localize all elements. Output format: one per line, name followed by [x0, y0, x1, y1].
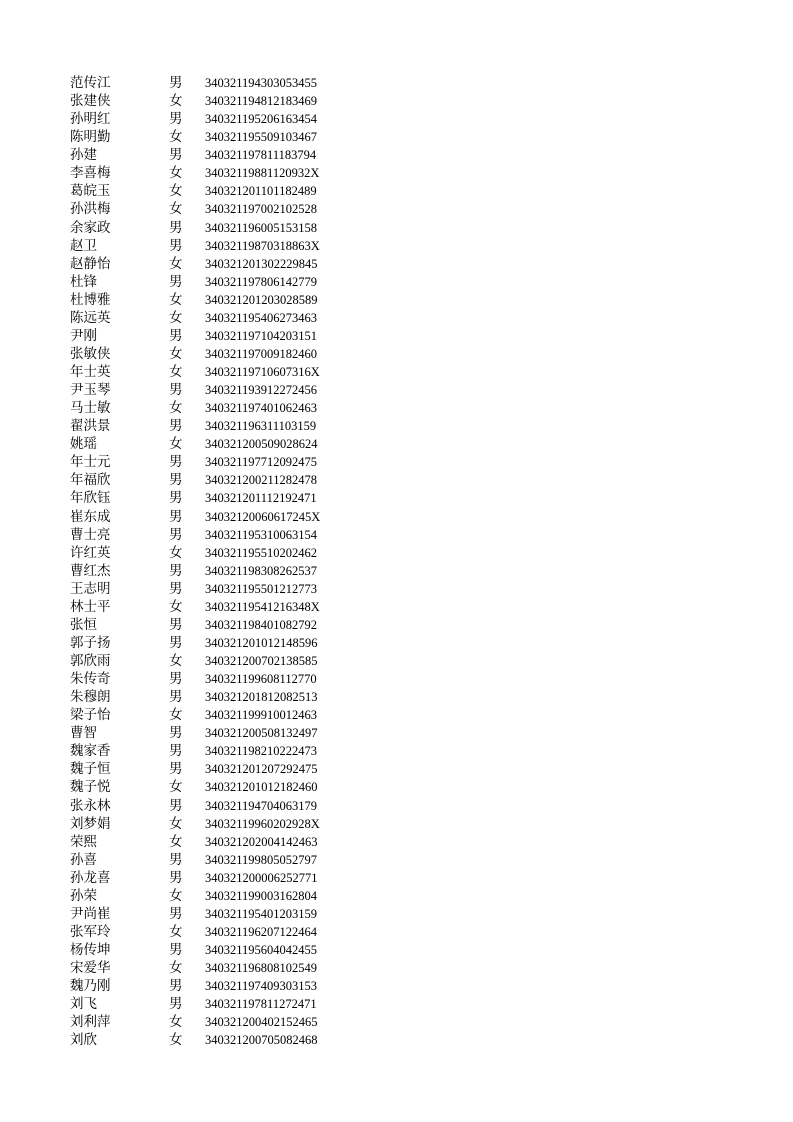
gender-cell: 男 [169, 472, 183, 489]
name-cell: 孙龙喜 [70, 869, 111, 886]
table-row [70, 255, 370, 273]
gender-cell: 女 [169, 165, 183, 182]
name-cell: 魏乃刚 [70, 978, 111, 995]
id-number-cell: 340321197811272471 [205, 997, 317, 1012]
gender-cell: 女 [169, 887, 183, 904]
gender-cell: 女 [169, 255, 183, 272]
name-cell: 尹刚 [70, 327, 97, 344]
table-row [70, 471, 370, 489]
table-row [70, 399, 370, 417]
gender-cell: 男 [169, 725, 183, 742]
id-number-cell: 340321199003162804 [205, 888, 318, 903]
id-number-cell: 340321195501212773 [205, 581, 318, 596]
id-number-cell: 340321201101182489 [205, 184, 317, 199]
name-cell: 曹红杰 [70, 562, 111, 579]
gender-cell: 男 [169, 616, 183, 633]
id-number-cell: 34032119710607316X [205, 365, 320, 379]
gender-cell: 女 [169, 93, 183, 110]
name-cell: 刘利萍 [70, 1014, 111, 1031]
gender-cell: 男 [169, 942, 183, 958]
table-row [70, 724, 370, 742]
table-row [70, 526, 370, 544]
name-cell: 张敏侠 [70, 345, 111, 362]
id-number-cell: 340321201207292475 [205, 762, 318, 777]
gender-cell: 女 [169, 1032, 183, 1049]
name-cell: 崔东成 [70, 508, 111, 525]
gender-cell: 女 [169, 960, 183, 977]
name-cell: 张恒 [70, 616, 97, 633]
id-number-cell: 340321201812082513 [205, 690, 318, 705]
table-row [70, 833, 370, 851]
table-row [70, 742, 370, 760]
id-number-cell: 34032119960202928X [205, 816, 320, 831]
id-number-cell: 340321199608112770 [205, 672, 317, 687]
table-row [70, 580, 370, 598]
name-cell: 尹尚崔 [70, 905, 111, 922]
id-number-cell: 340321193912272456 [205, 383, 318, 398]
name-cell: 孙喜 [70, 851, 97, 868]
gender-cell: 男 [169, 905, 183, 922]
table-row [70, 182, 370, 200]
table-row [70, 146, 370, 164]
id-number-cell: 340321196808102549 [205, 961, 318, 976]
table-row [70, 941, 370, 959]
gender-cell: 女 [169, 309, 183, 326]
id-number-cell: 340321197811183794 [205, 148, 317, 163]
table-row [70, 1031, 370, 1049]
gender-cell: 男 [169, 634, 183, 651]
table-row [70, 778, 370, 796]
name-cell: 林士平 [70, 598, 111, 615]
gender-cell: 女 [169, 129, 183, 146]
gender-cell: 男 [169, 273, 183, 290]
gender-cell: 女 [169, 598, 183, 615]
gender-cell: 男 [169, 490, 183, 507]
id-number-cell: 340321200402152465 [205, 1015, 318, 1030]
name-cell: 孙明红 [70, 111, 111, 128]
name-cell: 郭欣雨 [70, 653, 111, 669]
id-number-cell: 340321197009182460 [205, 346, 318, 361]
id-number-cell: 340321200702138585 [205, 654, 318, 668]
table-row [70, 797, 370, 815]
table-row [70, 128, 370, 146]
gender-cell: 男 [169, 219, 183, 236]
name-cell: 年欣钰 [70, 490, 111, 507]
table-row [70, 905, 370, 923]
gender-cell: 男 [169, 327, 183, 344]
table-row [70, 381, 370, 399]
table-row [70, 363, 370, 381]
table-row [70, 923, 370, 941]
gender-cell: 男 [169, 111, 183, 128]
id-number-cell: 340321197002102528 [205, 202, 318, 217]
roster-table [70, 74, 370, 1049]
table-row [70, 598, 370, 616]
gender-cell: 男 [169, 978, 183, 995]
gender-cell: 男 [169, 75, 183, 91]
table-row [70, 544, 370, 562]
id-number-cell: 340321198308262537 [205, 563, 318, 578]
gender-cell: 男 [169, 671, 183, 688]
table-row [70, 237, 370, 255]
id-number-cell: 340321201012182460 [205, 780, 318, 795]
id-number-cell: 340321196207122464 [205, 924, 318, 939]
name-cell: 赵静怡 [70, 255, 111, 272]
table-row [70, 851, 370, 869]
id-number-cell: 340321199805052797 [205, 852, 318, 867]
id-number-cell: 340321198210222473 [205, 744, 318, 759]
name-cell: 翟洪景 [70, 418, 111, 435]
gender-cell: 女 [169, 201, 183, 218]
table-row [70, 164, 370, 182]
gender-cell: 男 [169, 382, 183, 399]
id-number-cell: 340321195510202462 [205, 545, 318, 560]
gender-cell: 女 [169, 544, 183, 561]
id-number-cell: 340321199910012463 [205, 708, 318, 723]
table-row [70, 309, 370, 327]
id-number-cell: 34032120060617245X [205, 509, 321, 524]
id-number-cell: 340321200705082468 [205, 1033, 318, 1048]
id-number-cell: 340321200006252771 [205, 870, 318, 885]
table-row [70, 706, 370, 724]
name-cell: 马士敏 [70, 400, 111, 417]
id-number-cell: 340321202004142463 [205, 834, 318, 849]
id-number-cell: 340321195509103467 [205, 130, 318, 145]
id-number-cell: 340321195401203159 [205, 906, 318, 921]
name-cell: 宋爱华 [70, 960, 111, 977]
gender-cell: 女 [169, 364, 183, 380]
gender-cell: 男 [169, 508, 183, 525]
table-row [70, 219, 370, 237]
name-cell: 刘梦娟 [70, 815, 111, 832]
table-row [70, 508, 370, 526]
gender-cell: 男 [169, 761, 183, 778]
id-number-cell: 340321196005153158 [205, 220, 318, 235]
table-row [70, 1013, 370, 1031]
id-number-cell: 340321201203028589 [205, 292, 318, 307]
name-cell: 张永林 [70, 797, 111, 814]
table-row [70, 435, 370, 453]
gender-cell: 女 [169, 815, 183, 832]
name-cell: 孙洪梅 [70, 201, 111, 218]
table-row [70, 634, 370, 652]
name-cell: 郭子扬 [70, 634, 111, 651]
gender-cell: 男 [169, 689, 183, 706]
name-cell: 许红英 [70, 544, 111, 561]
id-number-cell: 340321195604042455 [205, 943, 318, 957]
gender-cell: 女 [169, 833, 183, 850]
name-cell: 陈明勤 [70, 129, 111, 146]
name-cell: 赵卫 [70, 237, 97, 254]
name-cell: 年士元 [70, 454, 111, 471]
id-number-cell: 34032119541216348X [205, 599, 320, 614]
gender-cell: 男 [169, 797, 183, 814]
name-cell: 魏子悦 [70, 779, 111, 796]
id-number-cell: 340321196311103159 [205, 419, 317, 434]
gender-cell: 男 [169, 580, 183, 597]
gender-cell: 女 [169, 923, 183, 940]
table-row [70, 92, 370, 110]
id-number-cell: 340321195206163454 [205, 112, 318, 127]
gender-cell: 男 [169, 562, 183, 579]
id-number-cell: 340321200211282478 [205, 473, 318, 488]
id-number-cell: 340321198401082792 [205, 617, 318, 632]
table-row [70, 345, 370, 363]
table-row [70, 688, 370, 706]
gender-cell: 男 [169, 147, 183, 164]
gender-cell: 女 [169, 707, 183, 724]
gender-cell: 男 [169, 237, 183, 254]
name-cell: 魏家香 [70, 743, 111, 760]
gender-cell: 男 [169, 851, 183, 868]
table-row [70, 760, 370, 778]
gender-cell: 男 [169, 418, 183, 435]
name-cell: 李喜梅 [70, 165, 111, 182]
name-cell: 王志明 [70, 580, 111, 597]
table-row [70, 453, 370, 471]
name-cell: 刘飞 [70, 996, 97, 1013]
name-cell: 孙建 [70, 147, 97, 164]
table-row [70, 652, 370, 670]
gender-cell: 男 [169, 743, 183, 760]
table-row [70, 489, 370, 507]
table-row [70, 200, 370, 218]
name-cell: 孙荣 [70, 887, 97, 904]
name-cell: 刘欣 [70, 1032, 97, 1049]
name-cell: 朱传奇 [70, 671, 111, 688]
name-cell: 尹玉琴 [70, 382, 111, 399]
name-cell: 杜锋 [70, 273, 97, 290]
id-number-cell: 34032119881120932X [205, 166, 320, 181]
name-cell: 曹智 [70, 725, 97, 742]
id-number-cell: 340321197104203151 [205, 328, 318, 343]
name-cell: 年士英 [70, 364, 111, 380]
id-number-cell: 340321201012148596 [205, 635, 318, 650]
table-row [70, 959, 370, 977]
table-row [70, 815, 370, 833]
name-cell: 范传江 [70, 75, 111, 91]
name-cell: 曹士亮 [70, 526, 111, 543]
id-number-cell: 340321200509028624 [205, 437, 318, 452]
gender-cell: 男 [169, 454, 183, 471]
name-cell: 姚瑶 [70, 436, 97, 453]
gender-cell: 女 [169, 291, 183, 308]
id-number-cell: 340321197401062463 [205, 401, 318, 416]
name-cell: 杨传坤 [70, 942, 111, 958]
gender-cell: 女 [169, 183, 183, 200]
name-cell: 梁子怡 [70, 707, 111, 724]
name-cell: 陈远英 [70, 309, 111, 326]
id-number-cell: 340321194303053455 [205, 76, 318, 90]
table-row [70, 291, 370, 309]
gender-cell: 男 [169, 869, 183, 886]
id-number-cell: 340321197712092475 [205, 455, 318, 470]
table-row [70, 562, 370, 580]
name-cell: 张建侠 [70, 93, 111, 110]
table-row [70, 977, 370, 995]
table-row [70, 887, 370, 905]
name-cell: 葛皖玉 [70, 183, 111, 200]
id-number-cell: 340321200508132497 [205, 726, 318, 741]
gender-cell: 女 [169, 1014, 183, 1031]
table-row [70, 869, 370, 887]
name-cell: 朱穆朗 [70, 689, 111, 706]
name-cell: 余家政 [70, 219, 111, 236]
gender-cell: 女 [169, 436, 183, 453]
name-cell: 张军玲 [70, 923, 111, 940]
gender-cell: 女 [169, 345, 183, 362]
table-row [70, 670, 370, 688]
id-number-cell: 340321195406273463 [205, 310, 318, 325]
id-number-cell: 340321201302229845 [205, 256, 318, 271]
table-row [70, 327, 370, 345]
gender-cell: 男 [169, 526, 183, 543]
table-row [70, 616, 370, 634]
name-cell: 荣熙 [70, 833, 97, 850]
id-number-cell: 340321195310063154 [205, 527, 318, 542]
table-row [70, 74, 370, 92]
table-row [70, 417, 370, 435]
name-cell: 魏子恒 [70, 761, 111, 778]
id-number-cell: 34032119870318863X [205, 238, 320, 253]
table-row [70, 273, 370, 291]
gender-cell: 女 [169, 653, 183, 669]
id-number-cell: 340321197409303153 [205, 979, 318, 994]
id-number-cell: 340321194704063179 [205, 798, 318, 813]
name-cell: 杜博雅 [70, 291, 111, 308]
id-number-cell: 340321194812183469 [205, 94, 318, 109]
gender-cell: 女 [169, 400, 183, 417]
gender-cell: 女 [169, 779, 183, 796]
table-row [70, 110, 370, 128]
table-row [70, 995, 370, 1013]
name-cell: 年福欣 [70, 472, 111, 489]
id-number-cell: 340321201112192471 [205, 491, 317, 506]
gender-cell: 男 [169, 996, 183, 1013]
id-number-cell: 340321197806142779 [205, 274, 318, 289]
